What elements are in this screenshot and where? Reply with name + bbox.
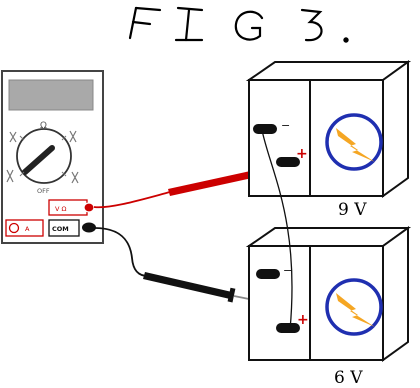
battery-9v-neg-sign: − [281, 119, 291, 132]
black-probe[interactable] [143, 272, 254, 302]
jack-v-ohm-label: V Ω [55, 205, 67, 213]
jack-com-socket [82, 223, 96, 233]
battery-9v-side [383, 62, 408, 196]
battery-9v-label: 9 V [338, 200, 367, 220]
battery-6v [249, 228, 408, 360]
battery-9v-neg-terminal [253, 124, 277, 134]
red-lead-wire [94, 192, 170, 207]
dial-ohm-label: Ω [40, 121, 47, 131]
battery-9v [249, 62, 408, 196]
jack-a-socket [10, 224, 19, 233]
jack-a-label: A [25, 225, 30, 233]
battery-6v-neg-sign: − [283, 264, 293, 277]
battery-6v-neg-terminal [256, 269, 280, 279]
battery-6v-pos-sign: + [297, 312, 309, 328]
battery-6v-side [383, 228, 408, 360]
meter-display [9, 80, 93, 110]
battery-9v-pos-sign: + [296, 146, 308, 162]
jack-v-ohm-socket [84, 203, 94, 212]
multimeter [2, 71, 103, 243]
battery-9v-top [249, 62, 408, 80]
dial-off-label: OFF [37, 187, 50, 195]
jack-com-label: COM [52, 225, 69, 233]
battery-6v-top [249, 228, 408, 246]
battery-6v-label: 6 V [334, 368, 363, 388]
